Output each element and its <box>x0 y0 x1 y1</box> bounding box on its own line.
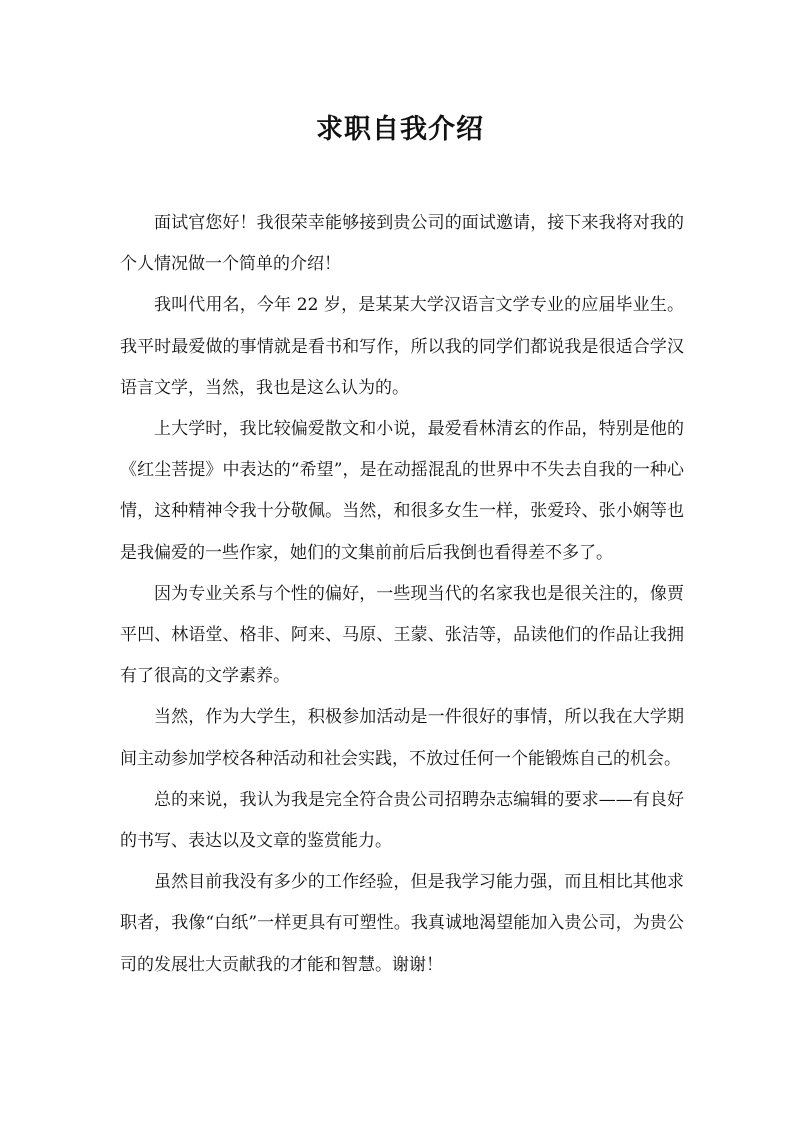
paragraph-literary-interests: 因为专业关系与个性的偏好，一些现当代的名家我也是很关注的，像贾平凹、林语堂、格非、阿来、马原、王蒙、张洁等，品读他们的作品让我拥有了很高的文学素养。 <box>120 583 684 687</box>
paragraph-qualifications: 总的来说，我认为我是完全符合贵公司招聘杂志编辑的要求——有良好的书写、表达以及文章的鉴赏能力。 <box>120 789 684 852</box>
paragraph-activities: 当然，作为大学生，积极参加活动是一件很好的事情，所以我在大学期间主动参加学校各种活动和社会实践，不放过任何一个能锻炼自己的机会。 <box>120 707 684 769</box>
document-body <box>120 203 684 986</box>
paragraph-greeting: 面试官您好！我很荣幸能够接到贵公司的面试邀请，接下来我将对我的个人情况做一个简单的介绍！ <box>120 213 684 275</box>
document-title: 求职自我介绍 <box>316 114 484 145</box>
paragraph-basic-info: 我叫代用名，今年 22 岁，是某某大学汉语言文学专业的应届毕业生。我平时最爱做的事情就是看书和写作，所以我的同学们都说我是很适合学汉语言文学，当然，我也是这么认为的。 <box>120 295 684 398</box>
paragraph-closing: 虽然目前我没有多少的工作经验，但是我学习能力强，而且相比其他求职者，我像“白纸”一样更具有可塑性。我真诚地渴望能加入贵公司，为贵公司的发展壮大贡献我的才能和智慧。谢谢！ <box>120 872 684 975</box>
paragraph-reading-preferences: 上大学时，我比较偏爱散文和小说，最爱看林清玄的作品，特别是他的《红尘菩提》中表达的“希望”，是在动摇混乱的世界中不失去自我的一种心情，这种精神令我十分敬佩。当然，和很多女生一样，张爱玲、张小娴等也是我偏爱的一些作家，她们的文集前前后后我倒也看得差不多了。 <box>120 419 684 563</box>
